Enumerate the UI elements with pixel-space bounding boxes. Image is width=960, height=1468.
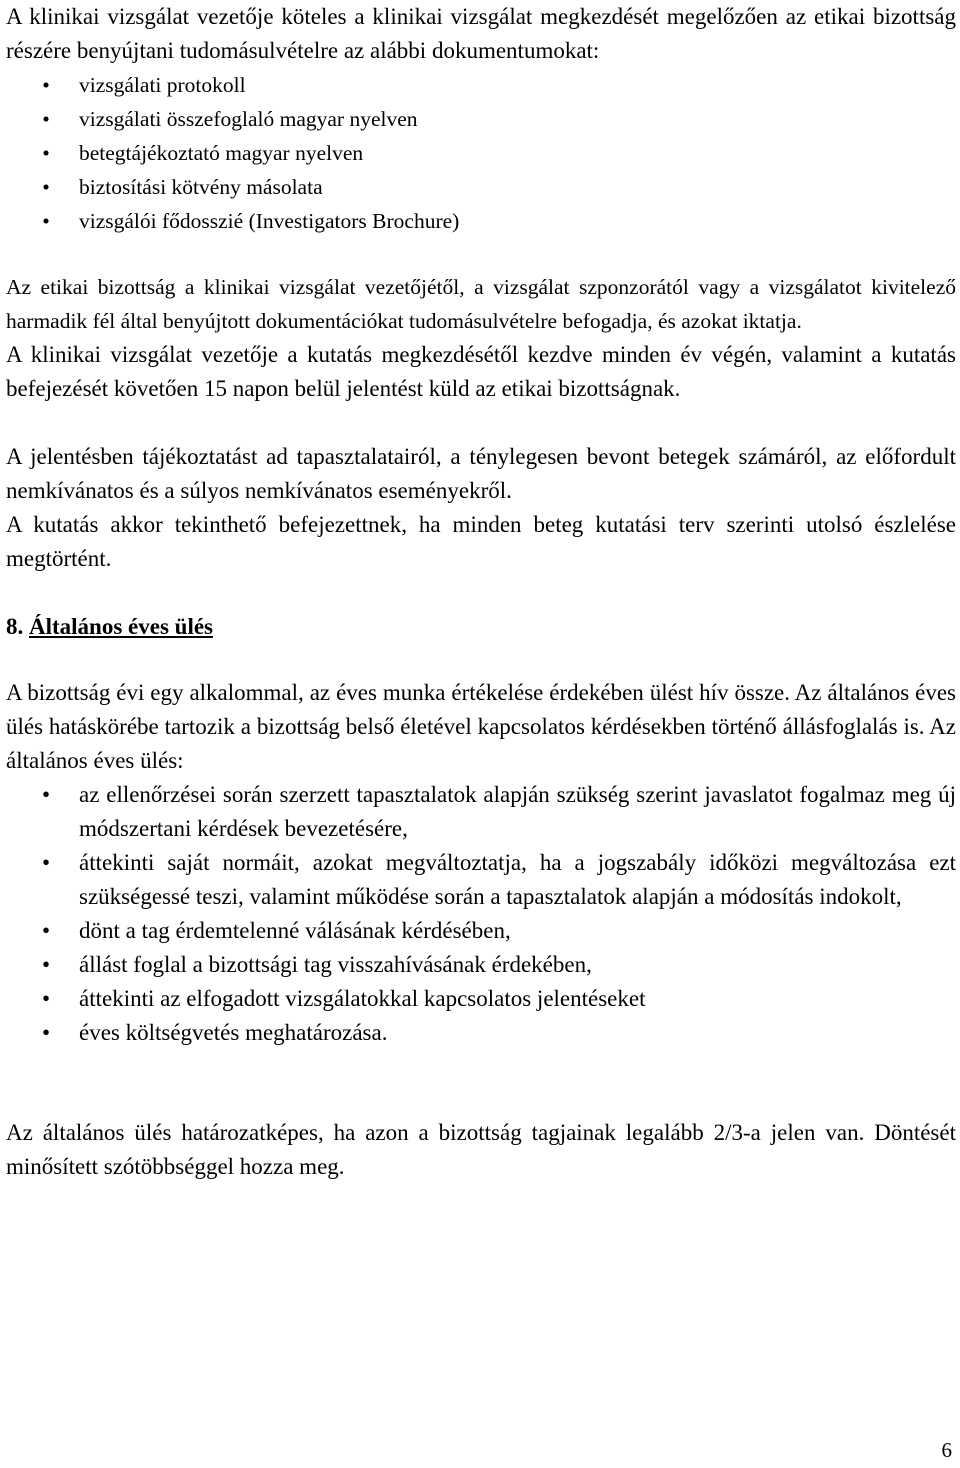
annual-duties-list: [6, 778, 956, 1050]
documents-list: [6, 68, 956, 238]
list-item: • dönt a tag érdemtelenné válásának kérdésében,: [6, 914, 956, 948]
list-item: • betegtájékoztató magyar nyelven: [6, 136, 956, 170]
bullet-icon: •: [41, 850, 51, 875]
list-item: • vizsgálati protokoll: [6, 68, 956, 102]
list-item: • éves költségvetés meghatározása.: [6, 1016, 956, 1050]
section-title: Általános éves ülés: [29, 614, 213, 639]
bullet-icon: •: [41, 782, 51, 807]
bullet-icon: •: [42, 175, 50, 199]
section-number: 8.: [6, 614, 24, 639]
section-heading: [6, 610, 956, 644]
bullet-icon: •: [42, 141, 50, 165]
bullet-icon: •: [41, 918, 51, 943]
completion-paragraph: A kutatás akkor tekinthető befejezettnek, ha minden beteg kutatási terv szerinti utolsó észlelése megtörtént.: [6, 512, 956, 571]
acceptance-paragraph: Az etikai bizottság a klinikai vizsgálat vezetőjétől, a vizsgálat szponzorától vagy a vizsgálatot kivitelező harmadik fél által benyújtott dokumentációkat tudomásulvételre befogadja, és azokat iktatja.: [6, 275, 956, 333]
page-number: 6: [941, 1438, 952, 1462]
bullet-icon: •: [42, 73, 50, 97]
bullet-icon: •: [42, 209, 50, 233]
bullet-icon: •: [41, 952, 51, 977]
intro-paragraph: A klinikai vizsgálat vezetője köteles a klinikai vizsgálat megkezdését megelőzően az etikai bizottság részére benyújtani tudomásulvételre az alábbi dokumentumokat:: [6, 4, 956, 63]
annual-meeting-paragraph: A bizottság évi egy alkalommal, az éves munka értékelése érdekében ülést hív össze. Az általános éves ülés hatáskörébe tartozik a bizottság belső életével kapcsolatos kérdésekben történő állásfoglalás is. Az általános éves ülés:: [6, 680, 956, 773]
list-item: • vizsgálói fődosszié (Investigators Brochure): [6, 204, 956, 238]
bullet-icon: •: [42, 107, 50, 131]
list-item: • biztosítási kötvény másolata: [6, 170, 956, 204]
bullet-icon: •: [41, 986, 51, 1011]
list-item: • áttekinti saját normáit, azokat megváltoztatja, ha a jogszabály időközi megváltozása ezt szükségessé teszi, valamint működése során a tapasztalatok alapján a módosítás indokolt,: [6, 846, 956, 914]
quorum-paragraph: Az általános ülés határozatképes, ha azon a bizottság tagjainak legalább 2/3-a jelen van. Döntését minősített szótöbbséggel hozza meg.: [6, 1120, 956, 1179]
list-item: • áttekinti az elfogadott vizsgálatokkal kapcsolatos jelentéseket: [6, 982, 956, 1016]
list-item: • az ellenőrzései során szerzett tapasztalatok alapján szükség szerint javaslatot fogalmaz meg új módszertani kérdések bevezetésére,: [6, 778, 956, 846]
list-item: • vizsgálati összefoglaló magyar nyelven: [6, 102, 956, 136]
report-content-paragraph: A jelentésben tájékoztatást ad tapasztalatairól, a ténylegesen bevont betegek számáról, az előfordult nemkívánatos és a súlyos nemkívánatos eseményekről.: [6, 444, 956, 503]
document-page: [6, 0, 956, 1184]
list-item: • állást foglal a bizottsági tag visszahívásának érdekében,: [6, 948, 956, 982]
report-paragraph: A klinikai vizsgálat vezetője a kutatás megkezdésétől kezdve minden év végén, valamint a kutatás befejezését követően 15 napon belül jelentést küld az etikai bizottságnak.: [6, 342, 956, 401]
bullet-icon: •: [41, 1020, 51, 1045]
